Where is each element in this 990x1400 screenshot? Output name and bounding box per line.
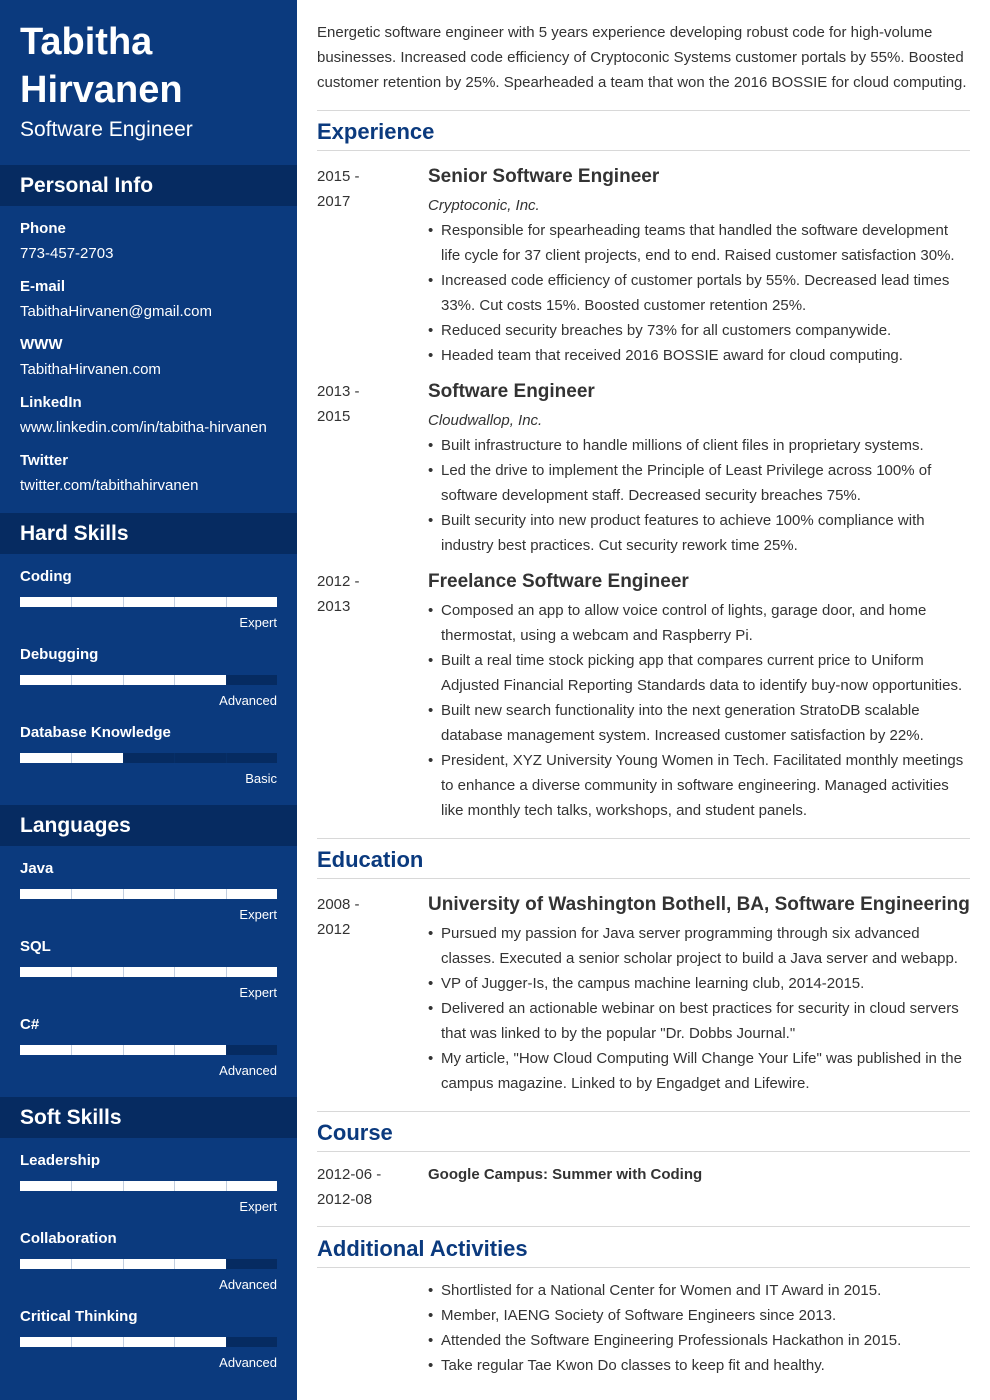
list-item: • Responsible for spearheading teams that handled the software development life cycle for 37 client projects, end to end. Raised customer satisfaction 30%. <box>428 218 970 268</box>
languages-heading: Languages <box>0 805 297 846</box>
course-date <box>317 1162 407 1212</box>
list-item: • Built infrastructure to handle millions of client files in proprietary systems. <box>428 433 970 458</box>
skill-bar <box>20 597 277 607</box>
skill-name: Database Knowledge <box>20 724 171 741</box>
soft-skill-bar <box>20 1259 277 1269</box>
skill-bar-segment <box>174 1337 175 1347</box>
education-bullets <box>428 921 970 1096</box>
skill-bar-segment <box>226 597 227 607</box>
divider <box>317 1111 970 1112</box>
skill-bar-segment <box>123 597 124 607</box>
job-role: Senior Software Engineer <box>428 166 660 187</box>
www-value[interactable]: TabithaHirvanen.com <box>20 361 161 378</box>
skill-level: Basic <box>245 771 277 786</box>
list-item: • Led the drive to implement the Principle of Least Privilege across 100% of software development staff. Decreased security breaches 75%. <box>428 458 970 508</box>
job-company: Cloudwallop, Inc. <box>428 412 543 429</box>
soft-skill-bar-fill <box>20 1181 277 1191</box>
language-bar <box>20 1045 277 1055</box>
divider <box>317 878 970 879</box>
twitter-value[interactable]: twitter.com/tabithahirvanen <box>20 477 199 494</box>
job-bullets <box>428 218 970 368</box>
soft-skill-bar <box>20 1337 277 1347</box>
candidate-name: Tabitha Hirvanen <box>20 21 183 111</box>
divider <box>317 1226 970 1227</box>
list-item: • Built security into new product features to achieve 100% compliance with industry best practices. Cut security rework time 25%. <box>428 508 970 558</box>
language-bar <box>20 889 277 899</box>
soft-skill-bar <box>20 1181 277 1191</box>
skill-bar-segment <box>71 967 72 977</box>
skill-bar-segment <box>123 967 124 977</box>
skill-level: Advanced <box>219 693 277 708</box>
skill-bar-segment <box>174 1181 175 1191</box>
soft-skill-name: Collaboration <box>20 1230 117 1247</box>
list-item: • Increased code efficiency of customer portals by 55%. Decreased lead times 33%. Cut costs 15%. Boosted customer retention 25%. <box>428 268 970 318</box>
activities-heading: Additional Activities <box>317 1236 528 1261</box>
activities-bullets <box>428 1278 970 1378</box>
job-date-start: 2012 - <box>317 573 360 590</box>
skill-bar-segment <box>71 1181 72 1191</box>
education-heading: Education <box>317 847 424 872</box>
job-date-end: 2013 <box>317 598 351 615</box>
email-label: E-mail <box>20 278 66 295</box>
phone-label: Phone <box>20 220 66 237</box>
divider <box>317 838 970 839</box>
linkedin-value[interactable]: www.linkedin.com/in/tabitha-hirvanen <box>20 419 267 436</box>
skill-bar-segment <box>226 1259 227 1269</box>
skill-bar-segment <box>123 1181 124 1191</box>
list-item: • Pursued my passion for Java server programming through six advanced classes. Executed a senior scholar project to build a Java server and webapp. <box>428 921 970 971</box>
skill-bar-segment <box>226 753 227 763</box>
skill-bar-segment <box>174 1045 175 1055</box>
skill-bar-segment <box>226 967 227 977</box>
skill-bar-segment <box>226 889 227 899</box>
skill-bar-segment <box>174 889 175 899</box>
skill-bar-segment <box>71 1259 72 1269</box>
language-bar-fill <box>20 889 277 899</box>
skill-bar-segment <box>174 753 175 763</box>
education-date-start: 2008 - <box>317 896 360 913</box>
list-item: • Composed an app to allow voice control of lights, garage door, and home thermostat, using a webcam and Raspberry Pi. <box>428 598 970 648</box>
skill-level: Expert <box>239 615 277 630</box>
list-item: • Built a real time stock picking app that compares current price to Uniform Adjusted Financial Reporting Standards data to identify buy-now opportunities. <box>428 648 970 698</box>
skill-bar-segment <box>174 675 175 685</box>
list-item: • Shortlisted for a National Center for Women and IT Award in 2015. <box>428 1278 970 1303</box>
language-name: SQL <box>20 938 51 955</box>
language-level: Expert <box>239 907 277 922</box>
skill-name: Debugging <box>20 646 99 663</box>
list-item: • VP of Jugger-Is, the campus machine learning club, 2014-2015. <box>428 971 970 996</box>
skill-bar-segment <box>123 675 124 685</box>
soft-skill-name: Critical Thinking <box>20 1308 138 1325</box>
job-date-start: 2015 - <box>317 168 360 185</box>
language-bar-fill <box>20 967 277 977</box>
skill-bar-segment <box>226 1045 227 1055</box>
phone-value: 773-457-2703 <box>20 245 114 262</box>
skill-bar-fill <box>20 597 277 607</box>
job-date <box>317 569 407 619</box>
divider <box>317 110 970 111</box>
job-role: Freelance Software Engineer <box>428 571 689 592</box>
skill-bar-segment <box>71 597 72 607</box>
job-date-start: 2013 - <box>317 383 360 400</box>
skill-bar <box>20 753 277 763</box>
list-item: • Attended the Software Engineering Professionals Hackathon in 2015. <box>428 1328 970 1353</box>
course-date-end: 2012-08 <box>317 1191 373 1208</box>
skill-bar-segment <box>71 753 72 763</box>
skill-bar-segment <box>123 1337 124 1347</box>
education-date <box>317 892 407 942</box>
soft-skill-level: Advanced <box>219 1277 277 1292</box>
skill-bar-segment <box>71 1045 72 1055</box>
language-level: Expert <box>239 985 277 1000</box>
skill-bar-segment <box>226 675 227 685</box>
course-title: Google Campus: Summer with Coding <box>428 1166 703 1183</box>
list-item: • Member, IAENG Society of Software Engineers since 2013. <box>428 1303 970 1328</box>
twitter-label: Twitter <box>20 452 69 469</box>
divider <box>317 1151 970 1152</box>
skill-bar-segment <box>123 1259 124 1269</box>
job-bullets <box>428 598 970 823</box>
soft-skills-heading: Soft Skills <box>0 1097 297 1138</box>
skill-bar-segment <box>174 597 175 607</box>
skill-bar-segment <box>174 1259 175 1269</box>
list-item: • Delivered an actionable webinar on best practices for security in cloud servers that was linked to by the popular "Dr. Dobbs Journal." <box>428 996 970 1046</box>
education-degree: University of Washington Bothell, BA, Software Engineering <box>428 894 970 915</box>
www-label: WWW <box>20 336 63 353</box>
skill-name: Coding <box>20 568 72 585</box>
job-date-end: 2017 <box>317 193 351 210</box>
skill-bar-segment <box>226 1337 227 1347</box>
skill-bar-segment <box>123 1045 124 1055</box>
profile-summary: Energetic software engineer with 5 years experience developing robust code for high-volume businesses. Increased code efficiency of Cryptoconic Systems customer portals by 55%. Boosted customer retention by 25%. Spearheaded a team that won the 2016 BOSSIE for cloud computing. <box>317 24 967 91</box>
soft-skill-name: Leadership <box>20 1152 101 1169</box>
list-item: • Reduced security breaches by 73% for all customers companywide. <box>428 318 970 343</box>
list-item: • Built new search functionality into the next generation StratoDB scalable database management system. Increased customer satisfaction by 22%. <box>428 698 970 748</box>
email-value[interactable]: TabithaHirvanen@gmail.com <box>20 303 212 320</box>
skill-bar-segment <box>174 967 175 977</box>
list-item: • My article, "How Cloud Computing Will Change Your Life" was published in the campus magazine. Linked to by Engadget and Lifewire. <box>428 1046 970 1096</box>
course-date-start: 2012-06 - <box>317 1166 382 1183</box>
skill-bar-segment <box>123 753 124 763</box>
list-item: • Headed team that received 2016 BOSSIE award for cloud computing. <box>428 343 970 368</box>
experience-heading: Experience <box>317 119 435 144</box>
personal-info-heading: Personal Info <box>0 165 297 206</box>
skill-bar-segment <box>71 675 72 685</box>
job-company: Cryptoconic, Inc. <box>428 197 540 214</box>
job-date <box>317 379 407 429</box>
soft-skill-level: Expert <box>239 1199 277 1214</box>
divider <box>317 1267 970 1268</box>
skill-bar-segment <box>226 1181 227 1191</box>
list-item: • Take regular Tae Kwon Do classes to keep fit and healthy. <box>428 1353 970 1378</box>
skill-bar-segment <box>71 889 72 899</box>
divider <box>317 150 970 151</box>
linkedin-label: LinkedIn <box>20 394 82 411</box>
job-bullets <box>428 433 970 558</box>
course-heading: Course <box>317 1120 393 1145</box>
language-name: C# <box>20 1016 40 1033</box>
job-role: Software Engineer <box>428 381 595 402</box>
candidate-title: Software Engineer <box>20 118 193 141</box>
skill-bar <box>20 675 277 685</box>
skill-bar-segment <box>123 889 124 899</box>
list-item: • President, XYZ University Young Women in Tech. Facilitated monthly meetings to enhance a diverse community in software engineering. Managed activities like monthly tech talks, workshops, and student panels. <box>428 748 970 823</box>
hard-skills-heading: Hard Skills <box>0 513 297 554</box>
skill-bar-segment <box>71 1337 72 1347</box>
sidebar <box>0 0 297 1400</box>
language-bar <box>20 967 277 977</box>
language-level: Advanced <box>219 1063 277 1078</box>
soft-skill-level: Advanced <box>219 1355 277 1370</box>
job-date <box>317 164 407 214</box>
education-date-end: 2012 <box>317 921 351 938</box>
job-date-end: 2015 <box>317 408 351 425</box>
language-name: Java <box>20 860 54 877</box>
